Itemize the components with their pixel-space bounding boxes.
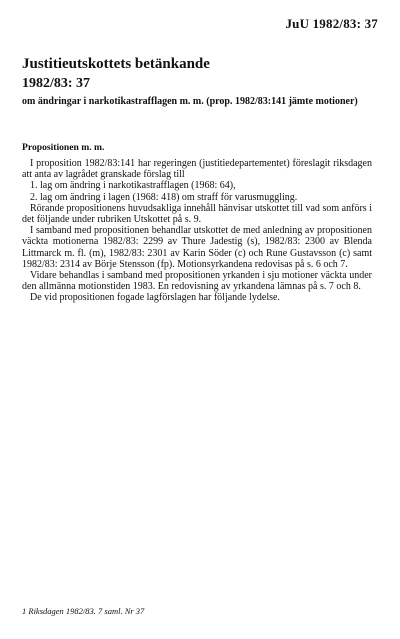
paragraph: Rörande propositionens huvudsakliga innehåll hänvisar utskottet till vad som anförs i det följande under rubriken Utskottet på s. 9. — [22, 202, 372, 226]
paragraph: De vid propositionen fogade lagförslagen har följande lydelse. — [30, 292, 280, 304]
document-title: Justitieutskottets betänkande — [22, 56, 210, 72]
page-footer: 1 Riksdagen 1982/83. 7 saml. Nr 37 — [22, 606, 145, 616]
body-text — [22, 158, 372, 304]
document-reference: JuU 1982/83: 37 — [285, 16, 378, 31]
section-heading: Propositionen m. m. — [22, 142, 105, 153]
list-item: 1. lag om ändring i narkotikastrafflagen (1968: 64), — [30, 180, 236, 192]
paragraph: Vidare behandlas i samband med propositionen yrkanden i sju motioner väckta under den allmänna motionstiden 1983. En redovisning av yrkandena lämnas på s. 7 och 8. — [22, 270, 372, 293]
document-subtitle: om ändringar i narkotikastrafflagen m. m. (prop. 1982/83:141 jämte motioner) — [22, 96, 358, 107]
document-number: 1982/83: 37 — [22, 76, 91, 91]
list-item: 2. lag om ändring i lagen (1968: 418) om straff för varusmuggling. — [30, 191, 298, 203]
paragraph: I samband med propositionen behandlar utskottet de med anledning av propositionen väckta motionerna 1982/83: 2299 av Thure Jadestig (s), 1982/83: 2300 av Blenda Littmarck m. fl. (m), 1982/83: 2301 av Karin Söder (c) och Rune Gustavsson (c) samt 1982/83: 2314 av Börje Stensson (fp). Motionsyrkandena redovisas på s. 6 och 7. — [22, 225, 372, 270]
paragraph: I proposition 1982/83:141 har regeringen (justitiedepartementet) föreslagit riksdagen att anta av lagrådet granskade förslag till — [22, 158, 372, 181]
